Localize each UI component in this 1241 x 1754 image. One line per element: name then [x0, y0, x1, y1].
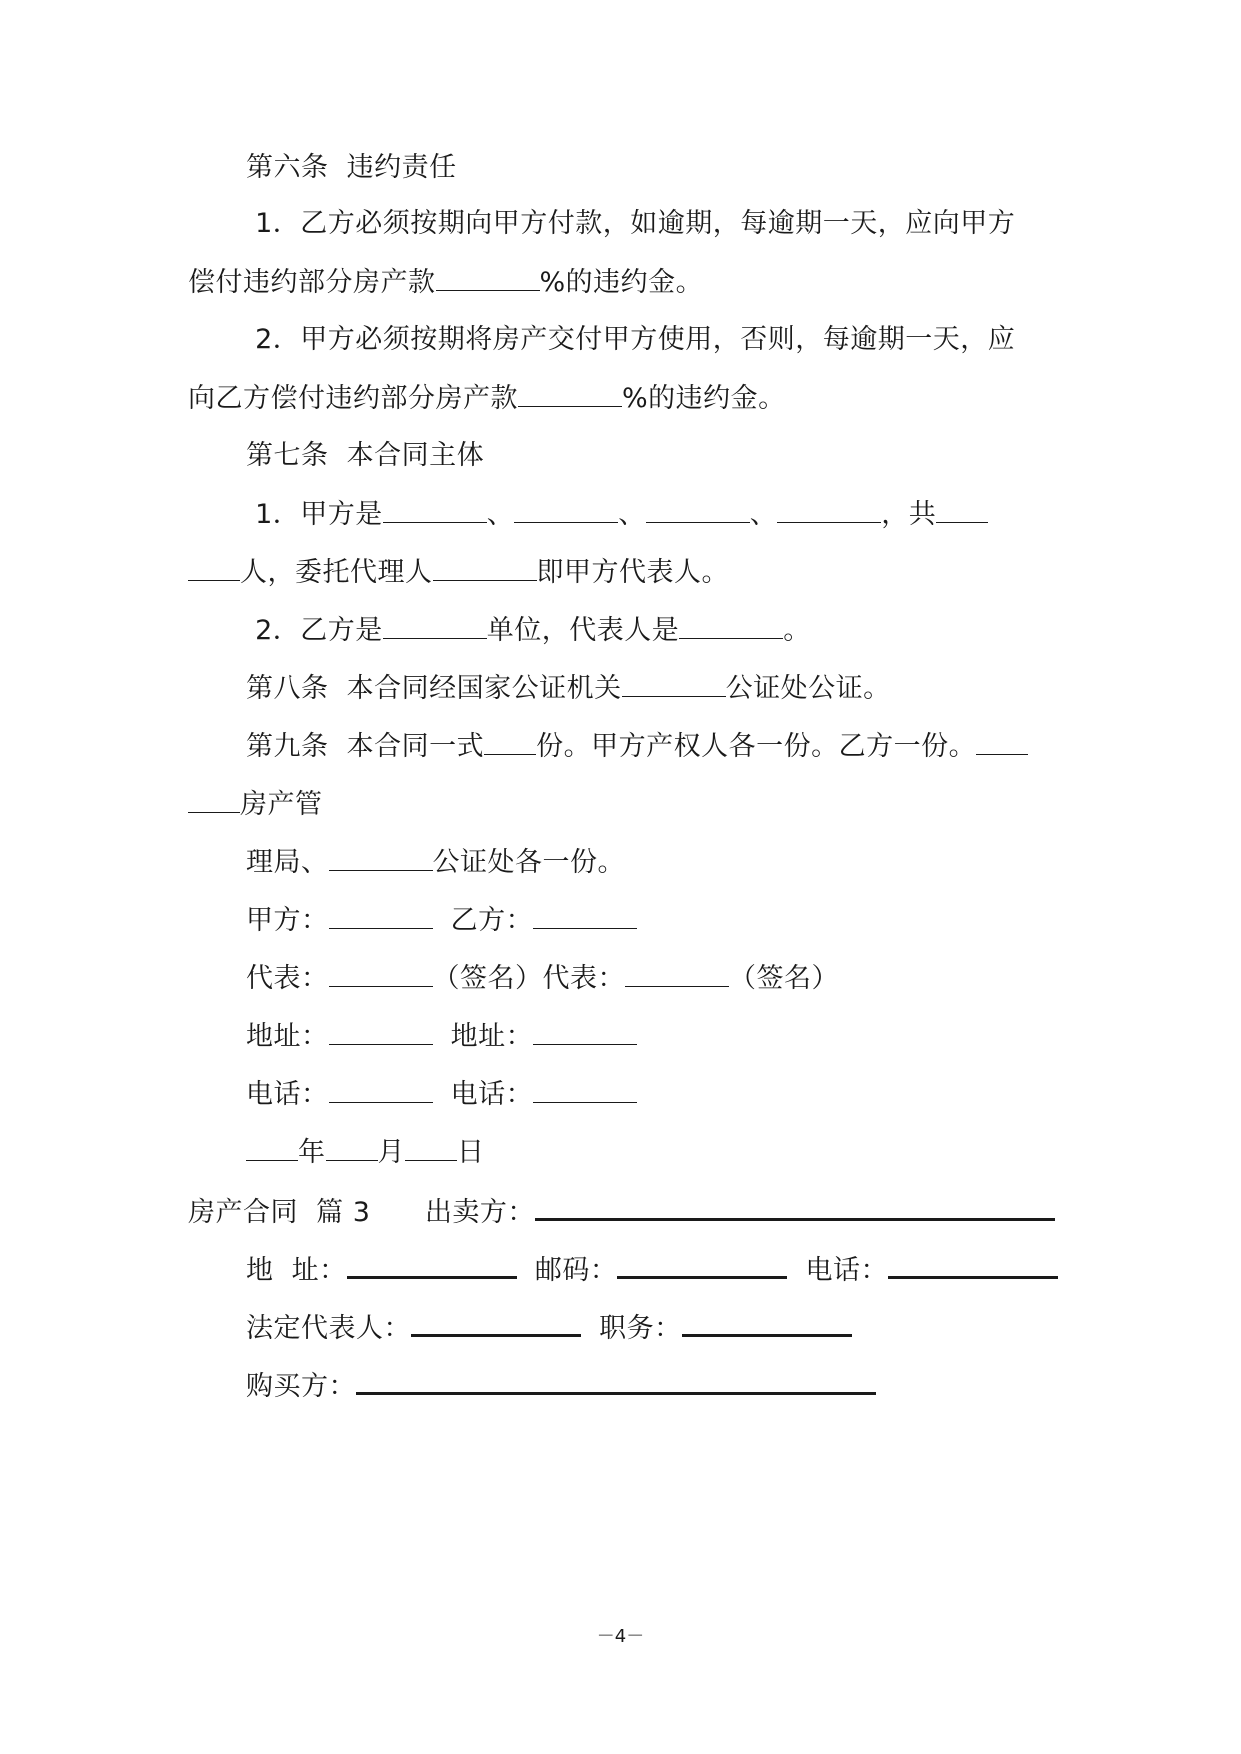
- text: 地址：: [450, 1021, 534, 1052]
- text: 2．乙方是: [246, 615, 383, 646]
- article-9-line-3: [246, 842, 625, 883]
- blank-field: [356, 1364, 876, 1395]
- contract-3-heading-line: [188, 1190, 1055, 1233]
- article-8: [246, 668, 891, 709]
- blank-field: [682, 1306, 852, 1337]
- blank-field: [188, 784, 240, 813]
- blank-field: [329, 1016, 433, 1045]
- article-9-line-1: [246, 726, 1028, 767]
- article-6-item-1-line-2: [188, 262, 703, 303]
- blank-field: [936, 494, 988, 523]
- text: 出卖方：: [424, 1197, 535, 1228]
- article-7-item-1-line-2: [188, 552, 729, 593]
- signature-parties: [246, 900, 637, 941]
- text: 即甲方代表人。: [536, 557, 729, 588]
- article-6-item-2-line-2: [188, 378, 786, 419]
- blank-field: [329, 958, 433, 987]
- blank-field: [436, 262, 540, 291]
- text: 理局、: [246, 847, 329, 878]
- blank-field: [329, 1074, 433, 1103]
- text: 人，委托代理人: [240, 557, 433, 588]
- text: 电话：: [805, 1255, 889, 1286]
- blank-field: [484, 726, 536, 755]
- signature-phones: [246, 1074, 637, 1115]
- page-number: －4－: [596, 1626, 645, 1647]
- text: 第八条 本合同经国家公证机关: [246, 673, 622, 704]
- text: 邮码：: [534, 1255, 618, 1286]
- blank-field: [625, 958, 729, 987]
- text: 月: [377, 1137, 405, 1168]
- blank-field: [533, 900, 637, 929]
- text: 房产管: [240, 789, 323, 820]
- blank-field: [347, 1248, 517, 1279]
- text: 1．甲方是: [246, 499, 383, 530]
- blank-field: [533, 1016, 637, 1045]
- article-6-title: 第六条 违约责任: [246, 152, 457, 183]
- blank-field: [777, 494, 881, 523]
- text: 偿付违约部分房产款: [188, 267, 436, 298]
- text: 地 址：: [246, 1255, 347, 1286]
- text: 公证处各一份。: [432, 847, 625, 878]
- contract-3-buyer-line: [246, 1364, 876, 1407]
- blank-field: [329, 842, 433, 871]
- article-6-item-1-line-1: 1．乙方必须按期向甲方付款，如逾期，每逾期一天，应向甲方: [246, 208, 1016, 239]
- blank-field: [188, 552, 240, 581]
- article-7-item-2: [246, 610, 811, 651]
- blank-field: [246, 1132, 298, 1161]
- text: 向乙方偿付违约部分房产款: [188, 383, 518, 414]
- blank-field: [646, 494, 750, 523]
- section-heading: 房产合同 篇 3: [188, 1197, 371, 1228]
- text: （签名）: [729, 963, 839, 994]
- text: 电话：: [450, 1079, 534, 1110]
- blank-field: [326, 1132, 378, 1161]
- text: 年: [298, 1137, 326, 1168]
- article-7-item-1-line-1: [246, 494, 988, 535]
- blank-field: [433, 552, 537, 581]
- blank-field: [411, 1306, 581, 1337]
- blank-field: [514, 494, 618, 523]
- article-7-title: 第七条 本合同主体: [246, 440, 485, 471]
- text: 法定代表人：: [246, 1313, 411, 1344]
- blank-field: [383, 610, 487, 639]
- text: 地址：: [246, 1021, 329, 1052]
- text: 、: [486, 499, 515, 530]
- text: 电话：: [246, 1079, 329, 1110]
- signature-addresses: [246, 1016, 637, 1057]
- signature-representatives: [246, 958, 839, 999]
- text: 日: [457, 1137, 485, 1168]
- text: 单位，代表人是: [486, 615, 680, 646]
- text: 、: [618, 499, 646, 530]
- text: %的违约金。: [622, 383, 786, 414]
- blank-field: [617, 1248, 787, 1279]
- blank-field: [383, 494, 487, 523]
- blank-field: [535, 1190, 1055, 1221]
- blank-field: [679, 610, 783, 639]
- text: 份。甲方产权人各一份。乙方一份。: [536, 731, 977, 762]
- text: %的违约金。: [539, 267, 704, 298]
- blank-field: [405, 1132, 457, 1161]
- signing-date: [246, 1132, 485, 1173]
- text: 代表：: [542, 963, 625, 994]
- text: 公证处公证。: [725, 673, 891, 704]
- contract-3-legal-rep-line: [246, 1306, 852, 1349]
- text: 、: [749, 499, 778, 530]
- contract-3-address-line: [246, 1248, 1058, 1291]
- text: （签名）: [432, 963, 543, 994]
- blank-field: [533, 1074, 637, 1103]
- text: ，共: [881, 499, 937, 530]
- text: 甲方：: [246, 905, 329, 936]
- article-6-item-2-line-1: 2．甲方必须按期将房产交付甲方使用，否则，每逾期一天，应: [246, 324, 1016, 355]
- blank-field: [976, 726, 1028, 755]
- blank-field: [518, 378, 622, 407]
- text: 第九条 本合同一式: [246, 731, 485, 762]
- blank-field: [888, 1248, 1058, 1279]
- blank-field: [622, 668, 726, 697]
- text: 购买方：: [246, 1371, 356, 1402]
- text: 代表：: [246, 963, 329, 994]
- text: 。: [783, 615, 811, 646]
- text: 职务：: [599, 1313, 682, 1344]
- text: 乙方：: [450, 905, 534, 936]
- blank-field: [329, 900, 433, 929]
- article-9-line-2: [188, 784, 323, 825]
